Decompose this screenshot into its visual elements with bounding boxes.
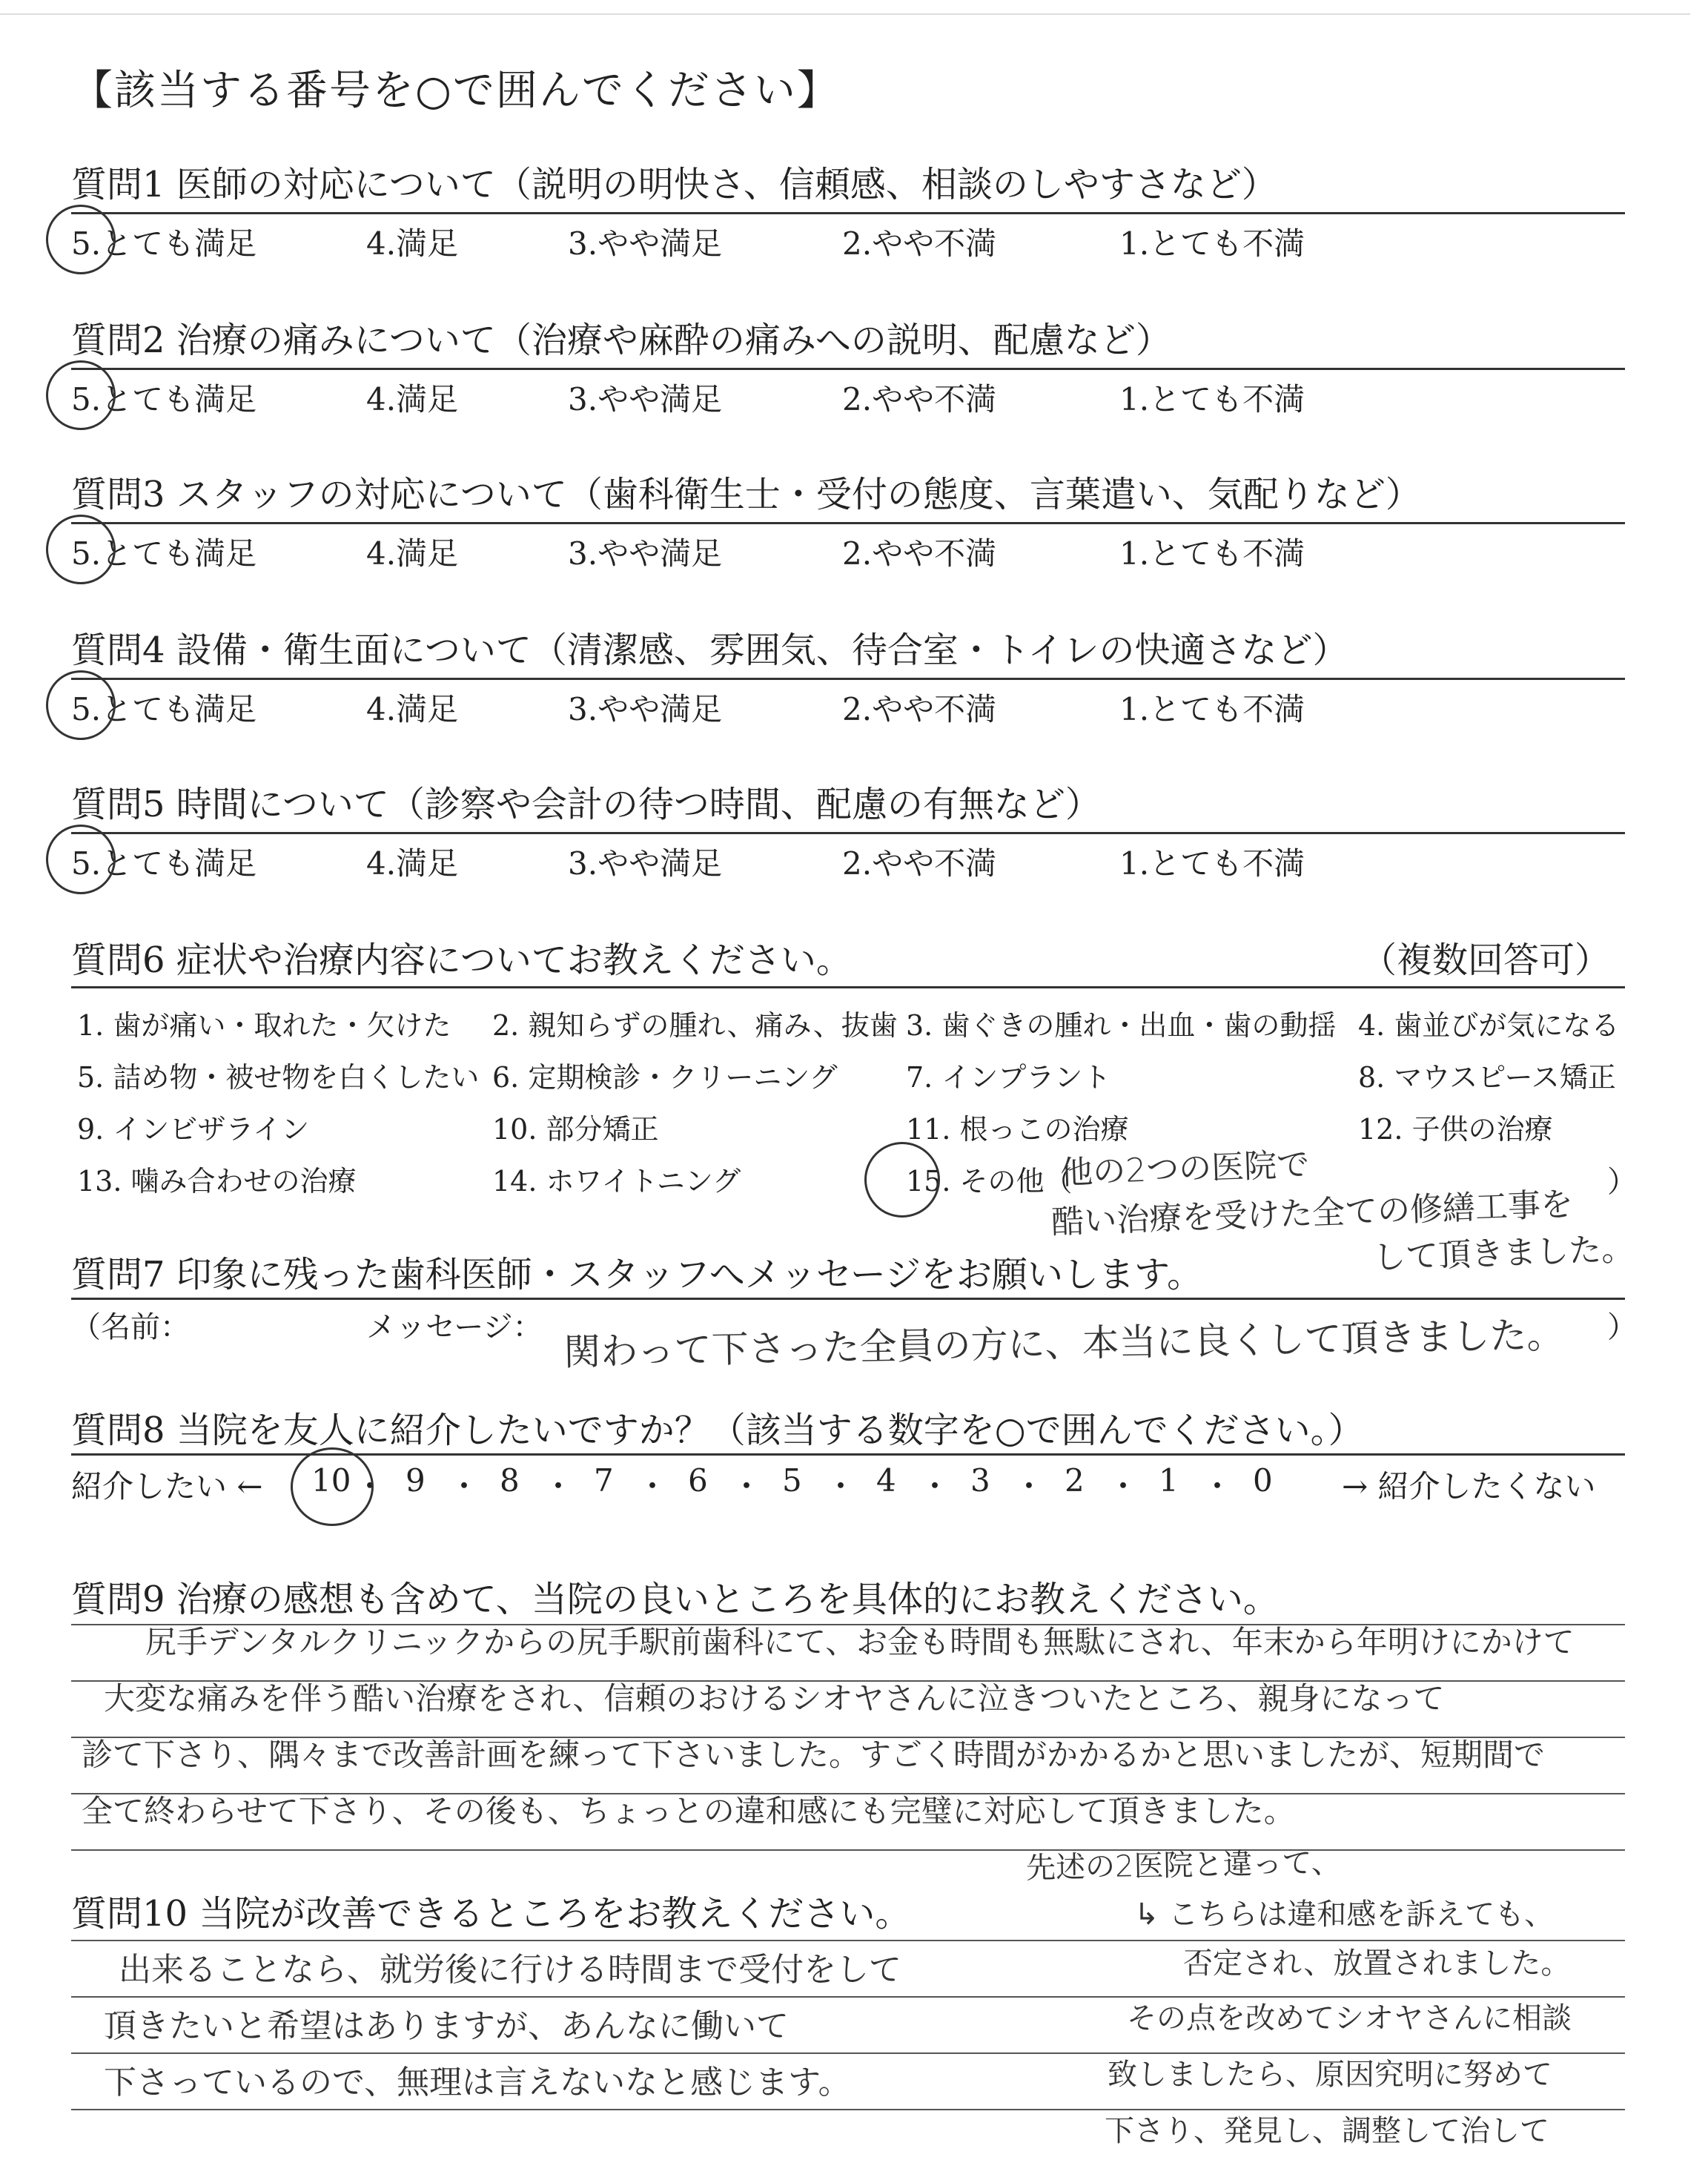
q8-number-10[interactable]: 10: [311, 1462, 351, 1499]
q5-option-4[interactable]: 4.満足: [366, 845, 459, 882]
q10-answer-right-line-6[interactable]: 下さり、発見し、調整して治して: [1105, 2114, 1549, 2148]
q7-name-label: （名前：: [71, 1310, 190, 1344]
q6-other-text-line-2: 酷い治療を受けた全ての修繕工事を: [1050, 1185, 1574, 1242]
q1-option-4[interactable]: 4.満足: [366, 225, 459, 262]
q6-item-14[interactable]: 14. ホワイトニング: [492, 1165, 741, 1198]
q4-selection-circle: [46, 670, 116, 740]
q8-separator: ・: [1202, 1468, 1234, 1505]
q7-message-label: メッセージ：: [366, 1310, 543, 1344]
q3-option-4[interactable]: 4.満足: [366, 535, 459, 572]
q3-option-2[interactable]: 2.やや不満: [842, 535, 997, 572]
q8-number-6[interactable]: 6: [688, 1462, 708, 1499]
q8-right-label: → 紹介したくない: [1342, 1468, 1596, 1505]
q8-separator: ・: [1013, 1468, 1045, 1505]
q8-number-4[interactable]: 4: [876, 1462, 896, 1499]
q4-option-4[interactable]: 4.満足: [366, 691, 459, 727]
q5-selection-circle: [46, 825, 116, 894]
instruction-header: 【該当する番号を○で囲んでください】: [71, 67, 840, 115]
q9-answer-line-1[interactable]: 尻手デンタルクリニックからの尻手駅前歯科にて、お金も時間も無駄にされ、年末から年明けにかけて: [145, 1624, 1575, 1660]
q8-separator: ・: [448, 1468, 480, 1505]
q10-answer-right-line-5[interactable]: 致しましたら、原因究明に努めて: [1108, 2058, 1552, 2092]
q6-item-13[interactable]: 13. 噛み合わせの治療: [77, 1165, 357, 1198]
q8-separator: ・: [354, 1468, 386, 1505]
question-2-label: 質問2 治療の痛みについて（治療や麻酔の痛みへの説明、配慮など）: [71, 320, 1171, 361]
q3-selection-circle: [46, 515, 116, 584]
q8-number-3[interactable]: 3: [970, 1462, 990, 1499]
q10-answer-right-line-3[interactable]: 否定され、放置されました。: [1183, 1946, 1571, 1981]
q6-item-9[interactable]: 9. インビザライン: [77, 1113, 310, 1146]
q8-separator: ・: [825, 1468, 857, 1505]
q1-option-1[interactable]: 1.とても不満: [1119, 225, 1305, 262]
q1-option-5[interactable]: 5.とても満足: [71, 225, 257, 262]
q8-number-2[interactable]: 2: [1065, 1462, 1085, 1499]
q9-answer-line-4[interactable]: 全て終わらせて下さり、その後も、ちょっとの違和感にも完璧に対応して頂きました。: [82, 1793, 1295, 1829]
scan-edge-line: [0, 13, 1690, 15]
q6-item-15[interactable]: 15. その他（: [906, 1165, 1073, 1198]
q10-answer-right-line-2[interactable]: ↳ こちらは違和感を訴えても、: [1134, 1898, 1555, 1932]
q8-number-5[interactable]: 5: [782, 1462, 802, 1499]
q8-number-8[interactable]: 8: [500, 1462, 520, 1499]
q6-item-5[interactable]: 5. 詰め物・被せ物を白くしたい: [77, 1061, 480, 1094]
question-6-label: 質問6 症状や治療内容についてお教えください。: [71, 939, 852, 981]
question-6-note: （複数回答可）: [1361, 939, 1611, 981]
q5-option-5[interactable]: 5.とても満足: [71, 845, 257, 882]
q4-option-5[interactable]: 5.とても満足: [71, 691, 257, 727]
question-7-label: 質問7 印象に残った歯科医師・スタッフへメッセージをお願いします。: [71, 1254, 1203, 1295]
q9-answer-line-3[interactable]: 診て下さり、隅々まで改善計画を練って下さいました。すごく時間がかかるかと思いましたが、短期間で: [82, 1737, 1546, 1773]
q1-option-3[interactable]: 3.やや満足: [568, 225, 723, 262]
q10-answer-left-line-3[interactable]: 下さっているので、無理は言えないなと感じます。: [104, 2064, 851, 2101]
q2-option-2[interactable]: 2.やや不満: [842, 381, 997, 417]
q4-option-2[interactable]: 2.やや不満: [842, 691, 997, 727]
q5-option-3[interactable]: 3.やや満足: [568, 845, 723, 882]
q10-answer-left-line-2[interactable]: 頂きたいと希望はありますが、あんなに働いて: [104, 2007, 789, 2045]
q1-selection-circle: [46, 205, 116, 274]
q4-option-1[interactable]: 1.とても不満: [1119, 691, 1305, 727]
q8-selection-circle: [291, 1447, 374, 1526]
q2-option-4[interactable]: 4.満足: [366, 381, 459, 417]
q8-separator: ・: [1108, 1468, 1139, 1505]
q2-option-3[interactable]: 3.やや満足: [568, 381, 723, 417]
question-10-label: 質問10 当院が改善できるところをお教えください。: [71, 1893, 911, 1935]
q6-item-3[interactable]: 3. 歯ぐきの腫れ・出血・歯の動揺: [906, 1009, 1337, 1042]
question-8-label: 質問8 当院を友人に紹介したいですか？（該当する数字を○で囲んでください。）: [71, 1410, 1364, 1451]
q9-answer-line-2[interactable]: 大変な痛みを伴う酷い治療をされ、信頼のおけるシオヤさんに泣きついたところ、親身になって: [104, 1680, 1445, 1717]
q6-item-10[interactable]: 10. 部分矯正: [492, 1113, 659, 1146]
q6-item-4[interactable]: 4. 歯並びが気になる: [1358, 1009, 1620, 1042]
q6-item-11[interactable]: 11. 根っこの治療: [906, 1113, 1129, 1146]
question-4-label: 質問4 設備・衛生面について（清潔感、雰囲気、待合室・トイレの快適さなど）: [71, 630, 1348, 671]
q4-option-3[interactable]: 3.やや満足: [568, 691, 723, 727]
q3-option-5[interactable]: 5.とても満足: [71, 535, 257, 572]
q5-option-2[interactable]: 2.やや不満: [842, 845, 997, 882]
q6-other-text-line-3: して頂きました。: [1372, 1229, 1635, 1278]
q1-option-2[interactable]: 2.やや不満: [842, 225, 997, 262]
q10-answer-left-line-1[interactable]: 出来ることなら、就労後に行ける時間まで受付をして: [119, 1951, 901, 1989]
q6-item-12[interactable]: 12. 子供の治療: [1358, 1113, 1553, 1146]
q8-number-7[interactable]: 7: [594, 1462, 614, 1499]
q2-option-1[interactable]: 1.とても不満: [1119, 381, 1305, 417]
q6-item-2[interactable]: 2. 親知らずの腫れ、痛み、抜歯: [492, 1009, 898, 1042]
q3-option-1[interactable]: 1.とても不満: [1119, 535, 1305, 572]
q2-selection-circle: [46, 360, 116, 430]
question-9-label: 質問9 治療の感想も含めて、当院の良いところを具体的にお教えください。: [71, 1579, 1279, 1620]
q8-separator: ・: [637, 1468, 669, 1505]
question-1-label: 質問1 医師の対応について（説明の明快さ、信頼感、相談のしやすさなど）: [71, 164, 1277, 205]
q3-option-3[interactable]: 3.やや満足: [568, 535, 723, 572]
q6-item-8[interactable]: 8. マウスピース矯正: [1358, 1061, 1616, 1094]
q6-item-6[interactable]: 6. 定期検診・クリーニング: [492, 1061, 838, 1094]
q7-message-text[interactable]: 関わって下さった全員の方に、本当に良くして頂きました。: [563, 1313, 1564, 1374]
q8-number-0[interactable]: 0: [1253, 1462, 1273, 1499]
q6-item-1[interactable]: 1. 歯が痛い・取れた・欠けた: [77, 1009, 451, 1042]
q8-number-9[interactable]: 9: [406, 1462, 426, 1499]
q2-option-5[interactable]: 5.とても満足: [71, 381, 257, 417]
q7-close-paren: ）: [1607, 1310, 1637, 1344]
q8-separator: ・: [543, 1468, 575, 1505]
q10-answer-right-line-4[interactable]: その点を改めてシオヤさんに相談: [1127, 2001, 1572, 2035]
q8-separator: ・: [919, 1468, 951, 1505]
question-3-label: 質問3 スタッフの対応について（歯科衛生士・受付の態度、言葉遣い、気配りなど）: [71, 474, 1421, 515]
q5-option-1[interactable]: 1.とても不満: [1119, 845, 1305, 882]
q10-answer-right-line-1[interactable]: 先述の2医院と違って、: [1025, 1846, 1342, 1886]
q8-number-1[interactable]: 1: [1159, 1462, 1179, 1499]
q8-separator: ・: [731, 1468, 763, 1505]
q6-selection-circle: [864, 1142, 940, 1218]
q8-left-label: 紹介したい ←: [71, 1468, 263, 1505]
q6-item-7[interactable]: 7. インプラント: [906, 1061, 1111, 1094]
question-5-label: 質問5 時間について（診察や会計の待つ時間、配慮の有無など）: [71, 784, 1101, 825]
q6-other-close-paren: ）: [1607, 1165, 1637, 1199]
q6-other-text-line-1: 他の2つの医院で: [1059, 1146, 1310, 1192]
